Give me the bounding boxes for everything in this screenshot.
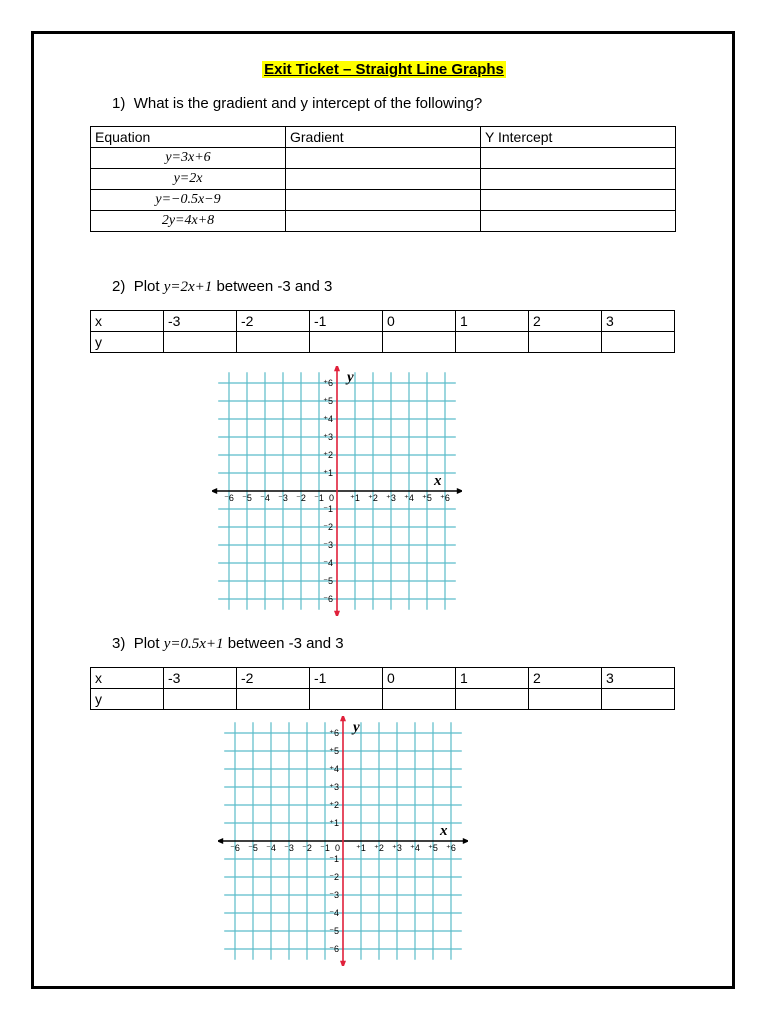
x-tick-label: ⁻3 <box>284 843 294 853</box>
worksheet-title: Exit Ticket – Straight Line Graphs <box>264 61 504 78</box>
table-row <box>91 211 676 232</box>
y-answer-cell[interactable] <box>310 332 383 353</box>
gradient-answer-cell[interactable] <box>286 211 481 232</box>
x-tick-label: ⁻6 <box>224 493 234 503</box>
x-value: 0 <box>383 668 456 689</box>
x-tick-label: ⁺6 <box>440 493 450 503</box>
x-tick-label: ⁻4 <box>260 493 270 503</box>
y-answer-cell[interactable] <box>602 332 675 353</box>
intercept-answer-cell[interactable] <box>481 211 676 232</box>
equation-text: y=0.5x+1 <box>163 636 224 652</box>
header-y-intercept: Y Intercept <box>481 127 676 148</box>
coordinate-grid-q2[interactable] <box>212 366 462 616</box>
x-value: -3 <box>164 311 237 332</box>
y-axis-label: y <box>347 369 354 386</box>
x-tick-label: ⁺1 <box>350 493 360 503</box>
y-row <box>91 332 675 353</box>
y-answer-cell[interactable] <box>164 332 237 353</box>
table-row <box>91 190 676 211</box>
y-tick-label: ⁻3 <box>329 890 339 900</box>
y-answer-cell[interactable] <box>237 689 310 710</box>
y-axis-arrow-up <box>334 366 340 371</box>
values-table-q3 <box>90 667 675 710</box>
x-value: -1 <box>310 311 383 332</box>
x-tick-label: ⁻2 <box>296 493 306 503</box>
y-answer-cell[interactable] <box>164 689 237 710</box>
coordinate-grid-q3[interactable] <box>218 716 468 966</box>
x-tick-label: ⁻4 <box>266 843 276 853</box>
y-tick-label: ⁺2 <box>329 800 339 810</box>
y-answer-cell[interactable] <box>602 689 675 710</box>
table-row <box>91 169 676 190</box>
y-answer-cell[interactable] <box>237 332 310 353</box>
x-value: 1 <box>456 668 529 689</box>
y-axis-arrow-down <box>334 611 340 616</box>
x-tick-label: ⁺1 <box>356 843 366 853</box>
y-tick-label: ⁻3 <box>323 540 333 550</box>
x-value: -2 <box>237 311 310 332</box>
x-axis-label: x <box>440 823 448 839</box>
y-tick-label: ⁻6 <box>329 944 339 954</box>
y-tick-label: ⁻5 <box>323 576 333 586</box>
x-tick-label: ⁺3 <box>392 843 402 853</box>
x-axis-label: x <box>434 473 442 489</box>
y-tick-label: ⁻5 <box>329 926 339 936</box>
intercept-answer-cell[interactable] <box>481 190 676 211</box>
y-tick-label: ⁻6 <box>323 594 333 604</box>
x-value: 0 <box>383 311 456 332</box>
y-answer-cell[interactable] <box>383 689 456 710</box>
gradient-answer-cell[interactable] <box>286 190 481 211</box>
x-tick-label: ⁻3 <box>278 493 288 503</box>
y-label: y <box>91 332 164 353</box>
equations-table <box>90 126 676 232</box>
y-tick-label: ⁻2 <box>323 522 333 532</box>
y-tick-label: ⁻1 <box>323 504 333 514</box>
origin-label: 0 <box>334 843 340 853</box>
x-row <box>91 311 675 332</box>
y-tick-label: ⁺3 <box>323 432 333 442</box>
x-value: -1 <box>310 668 383 689</box>
gradient-answer-cell[interactable] <box>286 148 481 169</box>
x-value: 1 <box>456 311 529 332</box>
table-header-row <box>91 127 676 148</box>
equation-cell: y=3x+6 <box>91 148 286 169</box>
question-1: 1) What is the gradient and y intercept of the following? <box>112 95 483 112</box>
x-tick-label: ⁻1 <box>314 493 324 503</box>
x-tick-label: ⁺4 <box>410 843 420 853</box>
y-label: y <box>91 689 164 710</box>
x-axis-arrow-right <box>463 838 468 844</box>
y-tick-label: ⁻2 <box>329 872 339 882</box>
x-value: 3 <box>602 668 675 689</box>
x-tick-label: ⁻5 <box>242 493 252 503</box>
x-axis-arrow-left <box>218 838 223 844</box>
x-tick-label: ⁻6 <box>230 843 240 853</box>
x-tick-label: ⁺6 <box>446 843 456 853</box>
table-row <box>91 148 676 169</box>
x-tick-label: ⁻2 <box>302 843 312 853</box>
x-label: x <box>91 668 164 689</box>
equation-cell: y=2x <box>91 169 286 190</box>
y-row <box>91 689 675 710</box>
x-tick-label: ⁻1 <box>320 843 330 853</box>
y-tick-label: ⁻4 <box>323 558 333 568</box>
x-tick-label: ⁺3 <box>386 493 396 503</box>
y-tick-label: ⁺2 <box>323 450 333 460</box>
question-3: 3) Plot y=0.5x+1 between -3 and 3 <box>112 635 344 652</box>
y-tick-label: ⁺6 <box>329 728 339 738</box>
x-value: -2 <box>237 668 310 689</box>
y-axis-label: y <box>353 719 360 736</box>
x-tick-label: ⁺2 <box>368 493 378 503</box>
x-value: 3 <box>602 311 675 332</box>
y-tick-label: ⁻1 <box>329 854 339 864</box>
equation-cell: y=−0.5x−9 <box>91 190 286 211</box>
x-axis-arrow-right <box>457 488 462 494</box>
y-tick-label: ⁺4 <box>329 764 339 774</box>
y-tick-label: ⁻4 <box>329 908 339 918</box>
y-answer-cell[interactable] <box>456 689 529 710</box>
x-axis-arrow-left <box>212 488 217 494</box>
y-answer-cell[interactable] <box>456 332 529 353</box>
y-tick-label: ⁺5 <box>329 746 339 756</box>
equation-text: y=2x+1 <box>163 279 213 295</box>
header-equation: Equation <box>91 127 286 148</box>
x-value: 2 <box>529 668 602 689</box>
y-answer-cell[interactable] <box>310 689 383 710</box>
question-2: 2) Plot y=2x+1 between -3 and 3 <box>112 278 333 295</box>
y-tick-label: ⁺1 <box>323 468 333 478</box>
y-tick-label: ⁺1 <box>329 818 339 828</box>
intercept-answer-cell[interactable] <box>481 169 676 190</box>
equation-cell: 2y=4x+8 <box>91 211 286 232</box>
x-tick-label: ⁻5 <box>248 843 258 853</box>
x-tick-label: ⁺4 <box>404 493 414 503</box>
y-answer-cell[interactable] <box>529 689 602 710</box>
values-table-q2 <box>90 310 675 353</box>
x-value: -3 <box>164 668 237 689</box>
gradient-answer-cell[interactable] <box>286 169 481 190</box>
x-tick-label: ⁺5 <box>422 493 432 503</box>
x-tick-label: ⁺2 <box>374 843 384 853</box>
header-gradient: Gradient <box>286 127 481 148</box>
y-tick-label: ⁺3 <box>329 782 339 792</box>
y-tick-label: ⁺6 <box>323 378 333 388</box>
x-label: x <box>91 311 164 332</box>
y-answer-cell[interactable] <box>529 332 602 353</box>
intercept-answer-cell[interactable] <box>481 148 676 169</box>
x-value: 2 <box>529 311 602 332</box>
x-row <box>91 668 675 689</box>
x-tick-label: ⁺5 <box>428 843 438 853</box>
y-answer-cell[interactable] <box>383 332 456 353</box>
y-axis-arrow-up <box>340 716 346 721</box>
y-tick-label: ⁺5 <box>323 396 333 406</box>
origin-label: 0 <box>328 493 334 503</box>
y-tick-label: ⁺4 <box>323 414 333 424</box>
y-axis-arrow-down <box>340 961 346 966</box>
